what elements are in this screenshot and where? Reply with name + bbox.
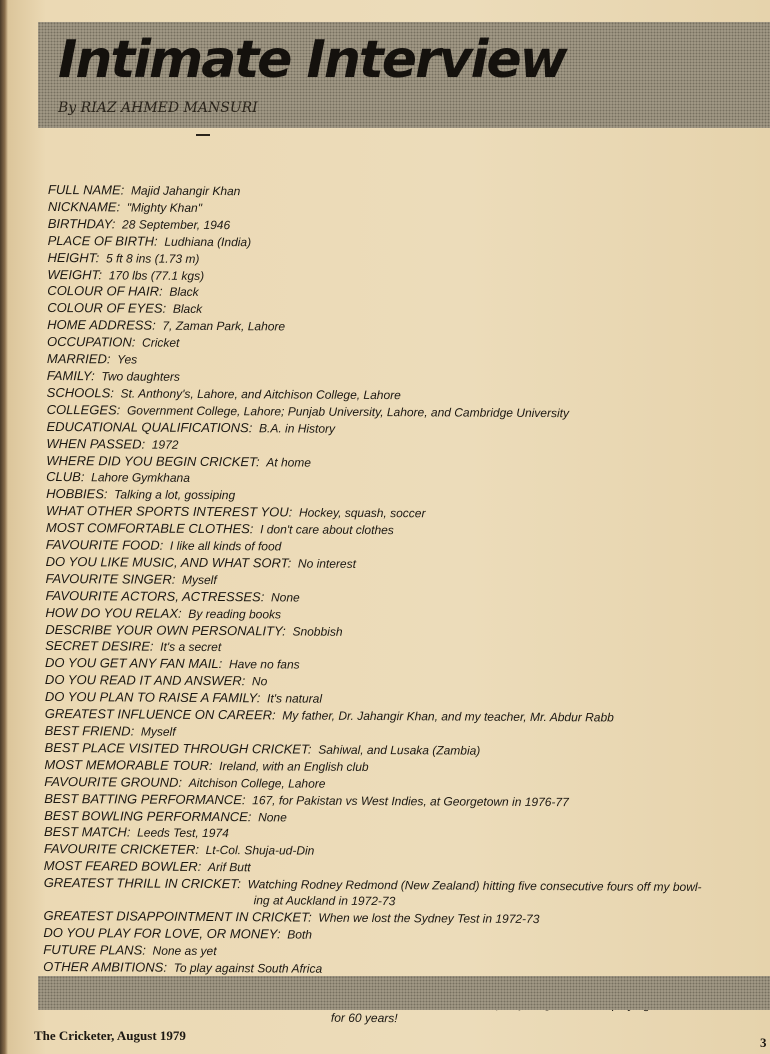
interview-question: GREATEST INFLUENCE ON CAREER: [44,706,276,723]
interview-question: WHAT OTHER SPORTS INTEREST YOU: [45,503,293,520]
interview-question: MOST MEMORABLE TOUR: [44,756,213,773]
interview-question: DO YOU GET ANY FAN MAIL: [45,655,223,672]
interview-question: OCCUPATION: [46,334,136,350]
interview-question: COLOUR OF EYES: [47,300,167,317]
binding-shadow [0,0,8,1054]
article-byline: By RIAZ AHMED MANSURI [58,100,258,116]
interview-answer: To play against South Africa [173,960,323,976]
interview-answer: Government College, Lahore; Punjab University, Lahore, and Cambridge University [126,403,570,420]
interview-answer-continued: for 60 years! [330,1011,398,1026]
interview-answer: Lahore Gymkhana [91,470,190,486]
interview-answer: Two daughters [101,369,180,384]
interview-answer: When we lost the Sydney Test in 1972-73 [318,910,540,926]
interview-question: DESCRIBE YOUR OWN PERSONALITY: [45,621,286,639]
interview-answer: At home [266,454,312,470]
interview-answer: It's natural [267,691,323,706]
interview-answer: I don't care about clothes [260,522,394,538]
interview-question: GREATEST THRILL IN CRICKET: [43,875,241,892]
interview-question: FUTURE PLANS: [43,941,146,958]
interview-question: HOBBIES: [46,486,108,502]
interview-question: FAMILY: [46,367,95,384]
interview-question: DO YOU PLAN TO RAISE A FAMILY: [44,689,261,706]
interview-question: SCHOOLS: [46,384,114,401]
interview-answer: 28 September, 1946 [122,217,231,232]
interview-question: BEST PLACE VISITED THROUGH CRICKET: [44,739,312,757]
interview-question: OTHER AMBITIONS: [43,958,168,975]
interview-answer: Sahiwal, and Lusaka (Zambia) [318,742,481,758]
interview-answer: Leeds Test, 1974 [137,825,229,841]
interview-answer: St. Anthony's, Lahore, and Aitchison College, Lahore [120,386,401,403]
interview-question: WHEN PASSED: [46,435,146,452]
interview-question: CLUB: [46,469,85,485]
interview-question: COLLEGES: [46,401,121,418]
interview-question: WEIGHT: [47,266,103,282]
interview-question: HOW DO YOU RELAX: [45,604,182,621]
interview-answer: Cricket [142,335,180,350]
interview-answer: Black [172,302,203,317]
interview-question: FAVOURITE ACTORS, ACTRESSES: [45,587,265,605]
interview-answer: B.A. in History [259,420,336,436]
interview-question: BEST BATTING PERFORMANCE: [44,790,246,807]
interview-answer-continued: ing at Auckland in 1972-73 [253,893,396,909]
interview-answer: 170 lbs (77.1 kgs) [108,267,205,283]
interview-question: HEIGHT: [47,249,100,265]
interview-answer: Aitchison College, Lahore [188,775,326,791]
footer-band [38,976,770,1010]
interview-answer: 1972 [151,437,179,452]
interview-answer: Talking a lot, gossiping [114,487,236,503]
interview-question: MOST FEARED BOWLER: [43,858,202,875]
interview-answer: "Mighty Khan" [126,200,203,215]
interview-list [43,182,763,1030]
page-number: 3 [760,1035,767,1050]
interview-question: SECRET DESIRE: [45,638,154,655]
interview-answer: Both [287,927,312,942]
interview-answer: No [251,674,268,689]
interview-answer: 167, for Pakistan vs West Indies, at Georgetown in 1976-77 [252,792,569,809]
interview-question: DO YOU READ IT AND ANSWER: [44,672,246,689]
interview-answer: Black [169,285,199,300]
interview-answer: Ludhiana (India) [164,234,252,249]
interview-answer: 7, Zaman Park, Lahore [162,318,286,334]
interview-answer: None as yet [152,943,217,958]
interview-answer: My father, Dr. Jahangir Khan, and my teacher, Mr. Abdur Rabb [282,708,614,725]
interview-answer: Arif Butt [207,860,251,875]
title-dash [196,134,210,136]
interview-question: FAVOURITE FOOD: [45,537,164,553]
interview-answer: Myself [181,572,217,587]
interview-answer: 5 ft 8 ins (1.73 m) [105,250,200,266]
interview-question: BEST MATCH: [43,824,131,840]
interview-answer: Have no fans [228,657,300,672]
interview-question: FULL NAME: [47,182,125,198]
interview-question: MARRIED: [46,351,111,367]
interview-question: NICKNAME: [47,198,121,215]
interview-question: FAVOURITE CRICKETER: [43,841,200,858]
interview-question: HOME ADDRESS: [47,317,156,333]
publication-credit: The Cricketer, August 1979 [34,1028,186,1043]
interview-question: EDUCATIONAL QUALIFICATIONS: [46,418,253,435]
interview-question: DO YOU LIKE MUSIC, AND WHAT SORT: [45,553,292,571]
interview-answer: None [258,809,287,825]
interview-answer: Lt-Col. Shuja-ud-Din [205,843,315,858]
interview-answer: I like all kinds of food [169,538,282,554]
interview-question: COLOUR OF HAIR: [47,283,163,300]
interview-question: FAVOURITE SINGER: [45,570,176,587]
interview-question: DO YOU PLAY FOR LOVE, OR MONEY: [43,924,281,942]
interview-question: FAVOURITE GROUND: [44,773,183,790]
article-title: Intimate Interview [58,30,566,90]
interview-answer: Majid Jahangir Khan [130,183,241,199]
interview-question: GREATEST DISAPPOINTMENT IN CRICKET: [43,907,312,925]
interview-question: PLACE OF BIRTH: [47,232,158,249]
interview-answer: It's a secret [160,640,222,655]
interview-question: MOST COMFORTABLE CLOTHES: [45,520,254,537]
interview-question: BIRTHDAY: [47,215,116,232]
interview-answer: None [270,590,300,605]
interview-answer: By reading books [188,606,282,622]
interview-answer: No interest [297,556,357,571]
interview-question: WHERE DID YOU BEGIN CRICKET: [46,452,260,469]
interview-answer: Watching Rodney Redmond (New Zealand) hitting five consecutive fours off my bowl- [247,877,702,895]
interview-answer: Hockey, squash, soccer [298,505,426,521]
interview-answer: Yes [117,352,138,367]
interview-question: BEST BOWLING PERFORMANCE: [44,807,252,824]
interview-question: BEST FRIEND: [44,722,135,739]
interview-answer: Snobbish [292,624,343,639]
interview-answer: Myself [140,724,176,739]
interview-answer: Ireland, with an English club [219,758,369,774]
